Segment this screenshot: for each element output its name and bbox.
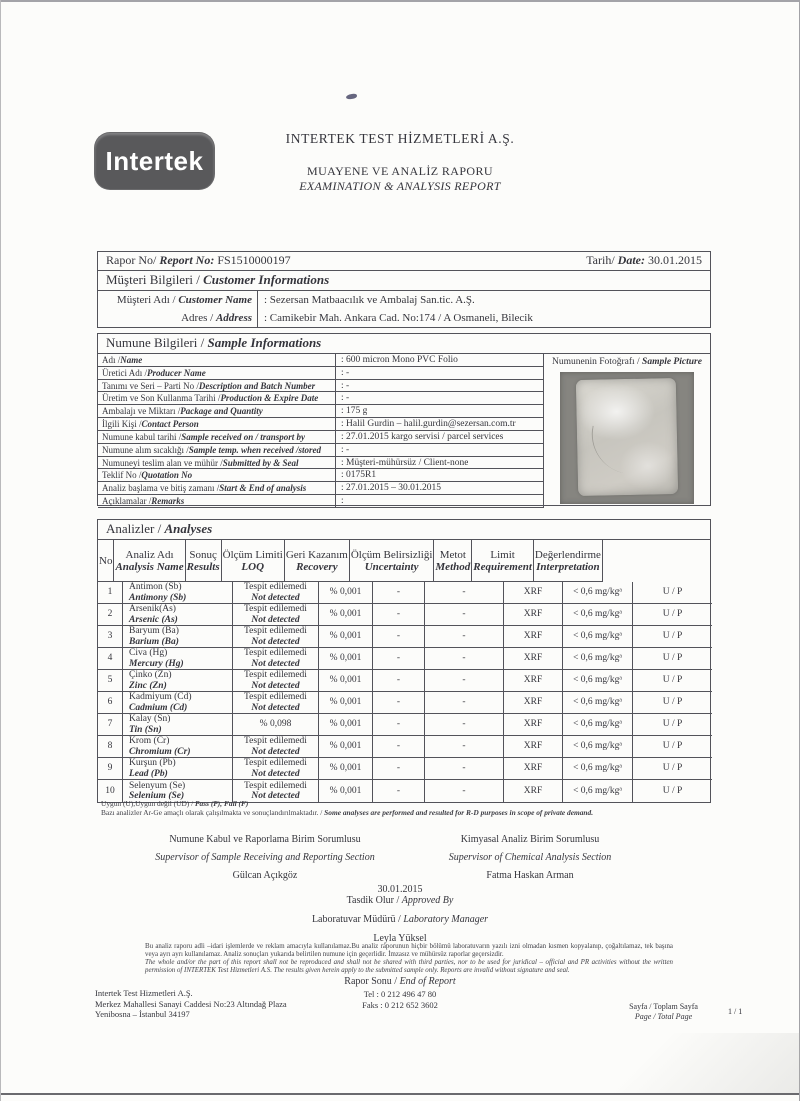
cell-method: XRF xyxy=(504,582,563,604)
sig-right-name: Fatma Haskan Arman xyxy=(486,870,574,881)
cell-uncertainty: - xyxy=(425,714,504,736)
report-date: Tarih/ Date: 30.01.2015 xyxy=(586,253,702,267)
analyses-header-cell: Sonuç Results xyxy=(186,540,222,582)
cell-analysis-name: Baryum (Ba) Barium (Ba) xyxy=(123,626,233,648)
cell-interpretation: U / P xyxy=(633,692,712,714)
sample-row xyxy=(98,392,543,405)
intertek-logo-text: Intertek xyxy=(105,145,204,176)
footer-address1: Merkez Mahallesi Sanayi Caddesi No:23 Altındağ Plaza xyxy=(95,998,287,1009)
cell-analysis-name: Kurşun (Pb) Lead (Pb) xyxy=(123,758,233,780)
cell-no: 6 xyxy=(98,692,123,714)
customer-info-box xyxy=(97,251,711,328)
sig-left-name: Gülcan Açıkgöz xyxy=(232,870,298,881)
cell-uncertainty: - xyxy=(425,626,504,648)
page-label-en: Page / Total Page xyxy=(634,1011,693,1021)
cell-result: Tespit edilemedi Not detected xyxy=(233,648,319,670)
cell-analysis-name: Civa (Hg) Mercury (Hg) xyxy=(123,648,233,670)
cell-no: 10 xyxy=(98,780,123,802)
sample-section-title: Numune Bilgileri / Sample Informations xyxy=(98,334,710,354)
analyses-row xyxy=(98,758,710,780)
cell-result: Tespit edilemedi Not detected xyxy=(233,736,319,758)
cell-recovery: - xyxy=(373,780,425,802)
cell-interpretation: U / P xyxy=(633,714,712,736)
sample-row-value: : 600 micron Mono PVC Folio xyxy=(341,354,458,365)
cell-loq: % 0,001 xyxy=(319,648,373,670)
cell-limit: < 0,6 mg/kgᵃ xyxy=(563,780,633,802)
sample-row-label: Tanımı ve Seri – Parti No / Description and Batch Number xyxy=(98,380,336,392)
sig-left-title-en: Supervisor of Sample Receiving and Reporting Section xyxy=(155,852,375,863)
analyses-row xyxy=(98,736,710,758)
analyses-row xyxy=(98,604,710,626)
analyses-body xyxy=(98,582,710,802)
cell-loq: % 0,001 xyxy=(319,736,373,758)
cell-limit: < 0,6 mg/kgᵃ xyxy=(563,648,633,670)
cell-limit: < 0,6 mg/kgᵃ xyxy=(563,736,633,758)
scan-edge-left xyxy=(0,0,1,1101)
analyses-box xyxy=(97,519,711,803)
cell-interpretation: U / P xyxy=(633,670,712,692)
report-no: Rapor No/ Report No: FS1510000197 xyxy=(106,253,291,267)
footnote-pass-fail: Uygun (U),Uygun değil (UD) / Pass (P), Fail (F) xyxy=(101,799,249,808)
sample-row-label: Numune alım sıcaklığı / Sample temp. when received /stored xyxy=(98,444,336,456)
cell-no: 5 xyxy=(98,670,123,692)
footer-fax: Faks : 0 212 652 3602 xyxy=(362,999,438,1010)
analyses-row xyxy=(98,626,710,648)
analyses-header-cell: No xyxy=(98,540,114,582)
cell-limit: < 0,6 mg/kgᵃ xyxy=(563,626,633,648)
analyses-section-title: Analizler / Analyses xyxy=(98,520,710,540)
sig-right-title-en: Supervisor of Chemical Analysis Section xyxy=(448,852,612,863)
disclaimer-tr: Bu analiz raporu adli –idari işlemlerde ve reklam amacıyla kullanılamaz.Bu analiz raporunun hiçbir bölümü laboratuvarın yazılı izni olmadan kısmen kopyalanıp, çoğaltılamaz, tek başına veya ayrı ayrı kullanılamaz. Analiz sonuçları yukarıda belirtilen numune için geçerlidir. İmzasız ve mühürsüz raporlar geçersizdir. xyxy=(145,943,673,958)
cell-interpretation: U / P xyxy=(633,626,712,648)
sample-row xyxy=(98,495,543,508)
sample-row-value: : - xyxy=(341,444,350,455)
cell-result: Tespit edilemedi Not detected xyxy=(233,780,319,802)
sample-photo xyxy=(560,372,694,504)
customer-row-value: : Camikebir Mah. Ankara Cad. No:174 / A Osmaneli, Bilecik xyxy=(264,312,533,324)
sample-row-value: : 175 g xyxy=(341,406,368,417)
company-name: INTERTEK TEST HİZMETLERİ A.Ş. xyxy=(285,131,515,146)
sample-row-value: : xyxy=(341,496,344,507)
approval-line: Tasdik Olur / Approved By xyxy=(346,895,454,906)
cell-recovery: - xyxy=(373,714,425,736)
sample-row-value: : - xyxy=(341,380,350,391)
sample-row xyxy=(98,469,543,482)
analyses-header-cell: Değerlendirme Interpretation xyxy=(534,540,603,582)
cell-interpretation: U / P xyxy=(633,758,712,780)
analyses-row xyxy=(98,582,710,604)
cell-interpretation: U / P xyxy=(662,785,683,796)
customer-row-label: Müşteri Adı / Customer Name xyxy=(98,291,258,309)
sample-rows xyxy=(98,354,543,508)
report-title-tr: MUAYENE VE ANALİZ RAPORU xyxy=(307,164,493,178)
cell-limit: < 0,6 mg/kgᵃ xyxy=(563,582,633,604)
customer-row-value: : Sezersan Matbaacılık ve Ambalaj San.tic. A.Ş. xyxy=(264,294,475,306)
footer-tel: Tel : 0 212 496 47 80 xyxy=(363,989,437,999)
sample-row-label: İlgili Kişi / Contact Person xyxy=(98,418,336,430)
sample-row-value: : Müşteri-mühürsüz / Client-none xyxy=(341,457,469,468)
cell-recovery: - xyxy=(373,758,425,780)
report-title-en: EXAMINATION & ANALYSIS REPORT xyxy=(299,179,501,193)
approval-block xyxy=(250,884,550,944)
cell-method: XRF xyxy=(504,780,563,802)
cell-interpretation: U / P xyxy=(633,604,712,626)
sample-row xyxy=(98,418,543,431)
cell-uncertainty: - xyxy=(425,604,504,626)
cell-recovery: - xyxy=(373,604,425,626)
footer-address xyxy=(95,988,287,1020)
approval-date: 30.01.2015 xyxy=(377,884,423,895)
analyses-header-row xyxy=(98,540,710,582)
cell-result: % 0,098 xyxy=(233,714,319,736)
cell-analysis-name: Kalay (Sn) Tin (Sn) xyxy=(123,714,233,736)
analyses-row xyxy=(98,670,710,692)
cell-no: 4 xyxy=(98,648,123,670)
sample-row-value: : 0175R1 xyxy=(341,470,377,481)
cell-limit: < 0,6 mg/kgᵃ xyxy=(563,604,633,626)
disclaimer xyxy=(145,943,673,975)
analyses-row xyxy=(98,692,710,714)
cell-loq: % 0,001 xyxy=(319,714,373,736)
cell-uncertainty: - xyxy=(425,736,504,758)
sample-row-label: Üretim ve Son Kullanma Tarihi / Production & Expire Date xyxy=(98,392,336,404)
cell-interpretation: U / P xyxy=(633,736,712,758)
cell-method: XRF xyxy=(504,648,563,670)
report-header xyxy=(230,131,570,194)
cell-uncertainty: - xyxy=(425,670,504,692)
sample-row-value: : - xyxy=(341,367,350,378)
cell-limit: < 0,6 mg/kgᵃ xyxy=(563,714,633,736)
analyses-header-cell: Ölçüm Belirsizliği Uncertainty xyxy=(350,540,435,582)
footnote-rd: Bazı analizler Ar-Ge amaçlı olarak çalışılmakta ve sonuçlandırılmaktadır. / Some analyses are performed and resulted for R-D purposes in scope of private demand. xyxy=(101,807,594,817)
cell-method: XRF xyxy=(504,758,563,780)
sample-row-value: : 27.01.2015 kargo servisi / parcel services xyxy=(341,431,504,442)
cell-method: XRF xyxy=(504,604,563,626)
cell-result: Tespit edilemedi Not detected xyxy=(233,670,319,692)
sample-row-value: : - xyxy=(341,393,350,404)
sample-row xyxy=(98,482,543,495)
cell-no: 9 xyxy=(98,758,123,780)
cell-analysis-name: Antimon (Sb) Antimony (Sb) xyxy=(123,582,233,604)
cell-loq: % 0,001 xyxy=(319,758,373,780)
cell-loq: % 0,001 xyxy=(319,780,373,802)
cell-method: XRF xyxy=(504,626,563,648)
analyses-header-cell: Ölçüm Limiti LOQ xyxy=(222,540,285,582)
cell-loq: % 0,001 xyxy=(319,582,373,604)
cell-analysis-name: Krom (Cr) Chromium (Cr) xyxy=(123,736,233,758)
cell-analysis-name: Selenyum (Se) Selenium (Se) xyxy=(123,780,233,802)
cell-result: Tespit edilemedi Not detected xyxy=(233,692,319,714)
footer-contact xyxy=(320,989,480,1010)
cell-result: Tespit edilemedi Not detected xyxy=(233,758,319,780)
cell-no: 8 xyxy=(98,736,123,758)
cell-analysis-name: Kadmiyum (Cd) Cadmium (Cd) xyxy=(123,692,233,714)
sample-picture-box xyxy=(543,354,710,508)
sample-row-label: Adı / Name xyxy=(98,354,336,366)
signature-left xyxy=(120,834,410,888)
cell-result: Tespit edilemedi Not detected xyxy=(233,626,319,648)
sample-row-label: Analiz başlama ve bitiş zamanı / Start & End of analysis xyxy=(98,482,336,494)
analyses-table xyxy=(98,540,710,802)
cell-no: 3 xyxy=(98,626,123,648)
sample-row-value: : Halil Gurdin – halil.gurdin@sezersan.com.tr xyxy=(341,419,516,430)
cell-recovery: - xyxy=(373,670,425,692)
cell-uncertainty: - xyxy=(425,780,504,802)
approval-role: Laboratuvar Müdürü / Laboratory Manager xyxy=(311,914,489,925)
sample-row-label: Ambalajı ve Miktarı / Package and Quantity xyxy=(98,405,336,417)
sample-row-label: Teklif No / Quotation No xyxy=(98,469,336,481)
sample-row xyxy=(98,367,543,380)
sample-picture-title: Numunenin Fotoğrafı / Sample Picture xyxy=(552,357,702,367)
ink-mark xyxy=(346,93,358,99)
cell-uncertainty: - xyxy=(425,648,504,670)
customer-section-title: Müşteri Bilgileri / Customer Informations xyxy=(98,271,710,291)
customer-row xyxy=(98,291,710,309)
footer-company: Intertek Test Hizmetleri A.Ş. xyxy=(95,988,193,998)
scan-edge-bottom xyxy=(0,1093,800,1095)
analyses-header-cell: Analiz Adı Analysis Name xyxy=(114,540,185,582)
customer-row xyxy=(98,309,710,327)
cell-method: XRF xyxy=(504,736,563,758)
cell-no: 1 xyxy=(98,582,123,604)
cell-method: XRF xyxy=(504,670,563,692)
sample-row-label: Numuneyi teslim alan ve mühür / Submitted by & Seal xyxy=(98,457,336,469)
cell-interpretation: U / P xyxy=(633,648,712,670)
analyses-row xyxy=(98,648,710,670)
cell-recovery: - xyxy=(373,692,425,714)
cell-no: 2 xyxy=(98,604,123,626)
cell-method: XRF xyxy=(504,714,563,736)
analyses-header-cell: Metot Method xyxy=(434,540,472,582)
cell-analysis-name: Arsenik(As) Arsenic (As) xyxy=(123,604,233,626)
cell-result: Tespit edilemedi Not detected xyxy=(233,582,319,604)
cell-limit: < 0,6 mg/kgᵃ xyxy=(563,670,633,692)
report-no-row xyxy=(98,252,710,271)
cell-recovery: - xyxy=(373,736,425,758)
footer-address2: Yenibosna – İstanbul 34197 xyxy=(95,1009,190,1019)
cell-limit: < 0,6 mg/kgᵃ xyxy=(563,692,633,714)
approval-name: Leyla Yüksel xyxy=(373,933,427,944)
cell-method: XRF xyxy=(504,692,563,714)
sample-row-label: Numune kabul tarihi / Sample received on / transport by xyxy=(98,431,336,443)
analyses-row xyxy=(98,714,710,736)
sample-row-label: Açıklamalar / Remarks xyxy=(98,495,336,507)
cell-limit: < 0,6 mg/kgᵃ xyxy=(563,758,633,780)
cell-recovery: - xyxy=(373,582,425,604)
sample-row xyxy=(98,380,543,393)
cell-loq: % 0,001 xyxy=(319,604,373,626)
cell-uncertainty: - xyxy=(425,758,504,780)
sig-right-title-tr: Kimyasal Analiz Birim Sorumlusu xyxy=(460,834,600,845)
intertek-logo xyxy=(95,133,214,189)
cell-recovery: - xyxy=(373,626,425,648)
scan-shadow xyxy=(540,1033,800,1093)
analyses-header-cell: Geri Kazanım Recovery xyxy=(285,540,350,582)
cell-uncertainty: - xyxy=(425,582,504,604)
cell-result: Tespit edilemedi Not detected xyxy=(233,604,319,626)
cell-analysis-name: Çinko (Zn) Zinc (Zn) xyxy=(123,670,233,692)
end-of-report: Rapor Sonu / End of Report xyxy=(344,976,456,987)
sample-row xyxy=(98,457,543,470)
cell-uncertainty: - xyxy=(425,692,504,714)
cell-loq: % 0,001 xyxy=(319,670,373,692)
sample-row xyxy=(98,431,543,444)
sample-info-box xyxy=(97,333,711,506)
page-label-tr: Sayfa / Toplam Sayfa xyxy=(629,1002,698,1011)
sig-left-title-tr: Numune Kabul ve Raporlama Birim Sorumlusu xyxy=(169,834,361,845)
cell-loq: % 0,001 xyxy=(319,626,373,648)
page-number: 1 / 1 xyxy=(728,1007,743,1016)
footer-page-label xyxy=(606,1002,721,1021)
cell-loq: % 0,001 xyxy=(319,692,373,714)
cell-interpretation: U / P xyxy=(633,582,712,604)
sample-row xyxy=(98,444,543,457)
customer-row-label: Adres / Address xyxy=(98,309,258,327)
analyses-header-cell: Limit Requirement xyxy=(472,540,534,582)
sample-row-label: Üretici Adı / Producer Name xyxy=(98,367,336,379)
signature-right xyxy=(395,834,665,888)
cell-recovery: - xyxy=(373,648,425,670)
sample-body xyxy=(98,354,710,508)
sample-row-value: : 27.01.2015 – 30.01.2015 xyxy=(341,483,442,494)
sample-row xyxy=(98,354,543,367)
cell-no: 7 xyxy=(98,714,123,736)
table-footnotes xyxy=(99,800,709,817)
sample-row xyxy=(98,405,543,418)
scan-edge-top xyxy=(0,0,800,2)
disclaimer-en: The whole and/or the part of this report shall not be reproduced and shall not be shared with third parties, nor to be used for juridical – official and PR activities without the written permission of INTERTEK Test Hizmetleri A.S. The results given herein apply to the submitted sample only. Reports are invalid without signature and seal. xyxy=(145,959,673,974)
customer-rows xyxy=(98,291,710,327)
